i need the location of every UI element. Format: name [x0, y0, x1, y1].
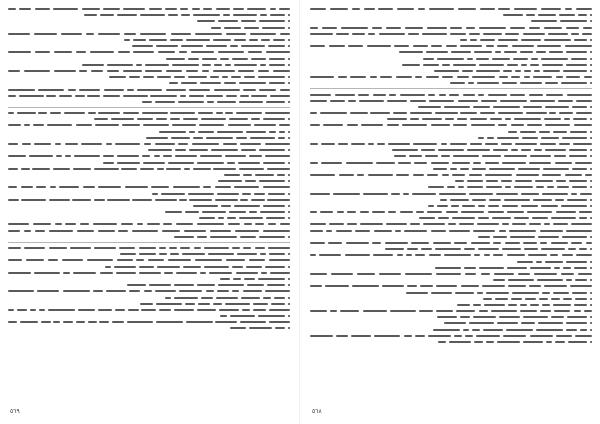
paragraph: [8, 122, 290, 134]
paragraph: [8, 31, 290, 43]
text-line: [310, 339, 592, 345]
paragraph: [8, 68, 290, 80]
right-page: [310, 6, 592, 416]
paragraph: [8, 184, 290, 196]
paragraph: [310, 122, 592, 134]
paragraph: [310, 141, 592, 153]
section-divider: [310, 88, 592, 89]
book-gutter: [299, 0, 300, 424]
paragraph: [310, 91, 592, 110]
paragraph: [8, 257, 290, 269]
left-page-text-column: [8, 6, 290, 398]
text-line: [310, 80, 592, 86]
text-line: [8, 325, 290, 331]
paragraph: [8, 307, 290, 319]
paragraph: [8, 86, 290, 105]
paragraph: [310, 6, 592, 18]
paragraph: [310, 110, 592, 122]
paragraph: [310, 252, 592, 264]
paragraph: [310, 209, 592, 221]
paragraph: [8, 166, 290, 178]
paragraph: [8, 288, 290, 300]
paragraph: [8, 270, 290, 282]
paragraph: [310, 172, 592, 184]
paragraph: [8, 153, 290, 165]
paragraph: [310, 308, 592, 320]
paragraph: [8, 110, 290, 122]
paragraph: [310, 159, 592, 171]
paragraph: [310, 283, 592, 295]
paragraph: [310, 271, 592, 283]
paragraph: [8, 141, 290, 153]
paragraph: [310, 74, 592, 86]
paragraph: [8, 221, 290, 240]
right-page-number: ٥٦٨: [312, 408, 322, 415]
text-line: [8, 234, 290, 240]
right-page-text-column: [310, 6, 592, 398]
paragraph: [310, 43, 592, 55]
paragraph: [8, 49, 290, 61]
section-divider: [8, 242, 290, 243]
paragraph: [310, 221, 592, 240]
left-page: [8, 6, 290, 416]
paragraph: [8, 245, 290, 257]
paragraph: [310, 333, 592, 345]
paragraph: [310, 25, 592, 44]
paragraph: [8, 319, 290, 331]
section-divider: [8, 107, 290, 108]
paragraph: [8, 6, 290, 18]
left-page-number: ٥٦٩: [10, 408, 20, 415]
paragraph: [310, 240, 592, 252]
paragraph: [310, 190, 592, 202]
paragraph: [8, 197, 290, 209]
text-line: [8, 99, 290, 105]
